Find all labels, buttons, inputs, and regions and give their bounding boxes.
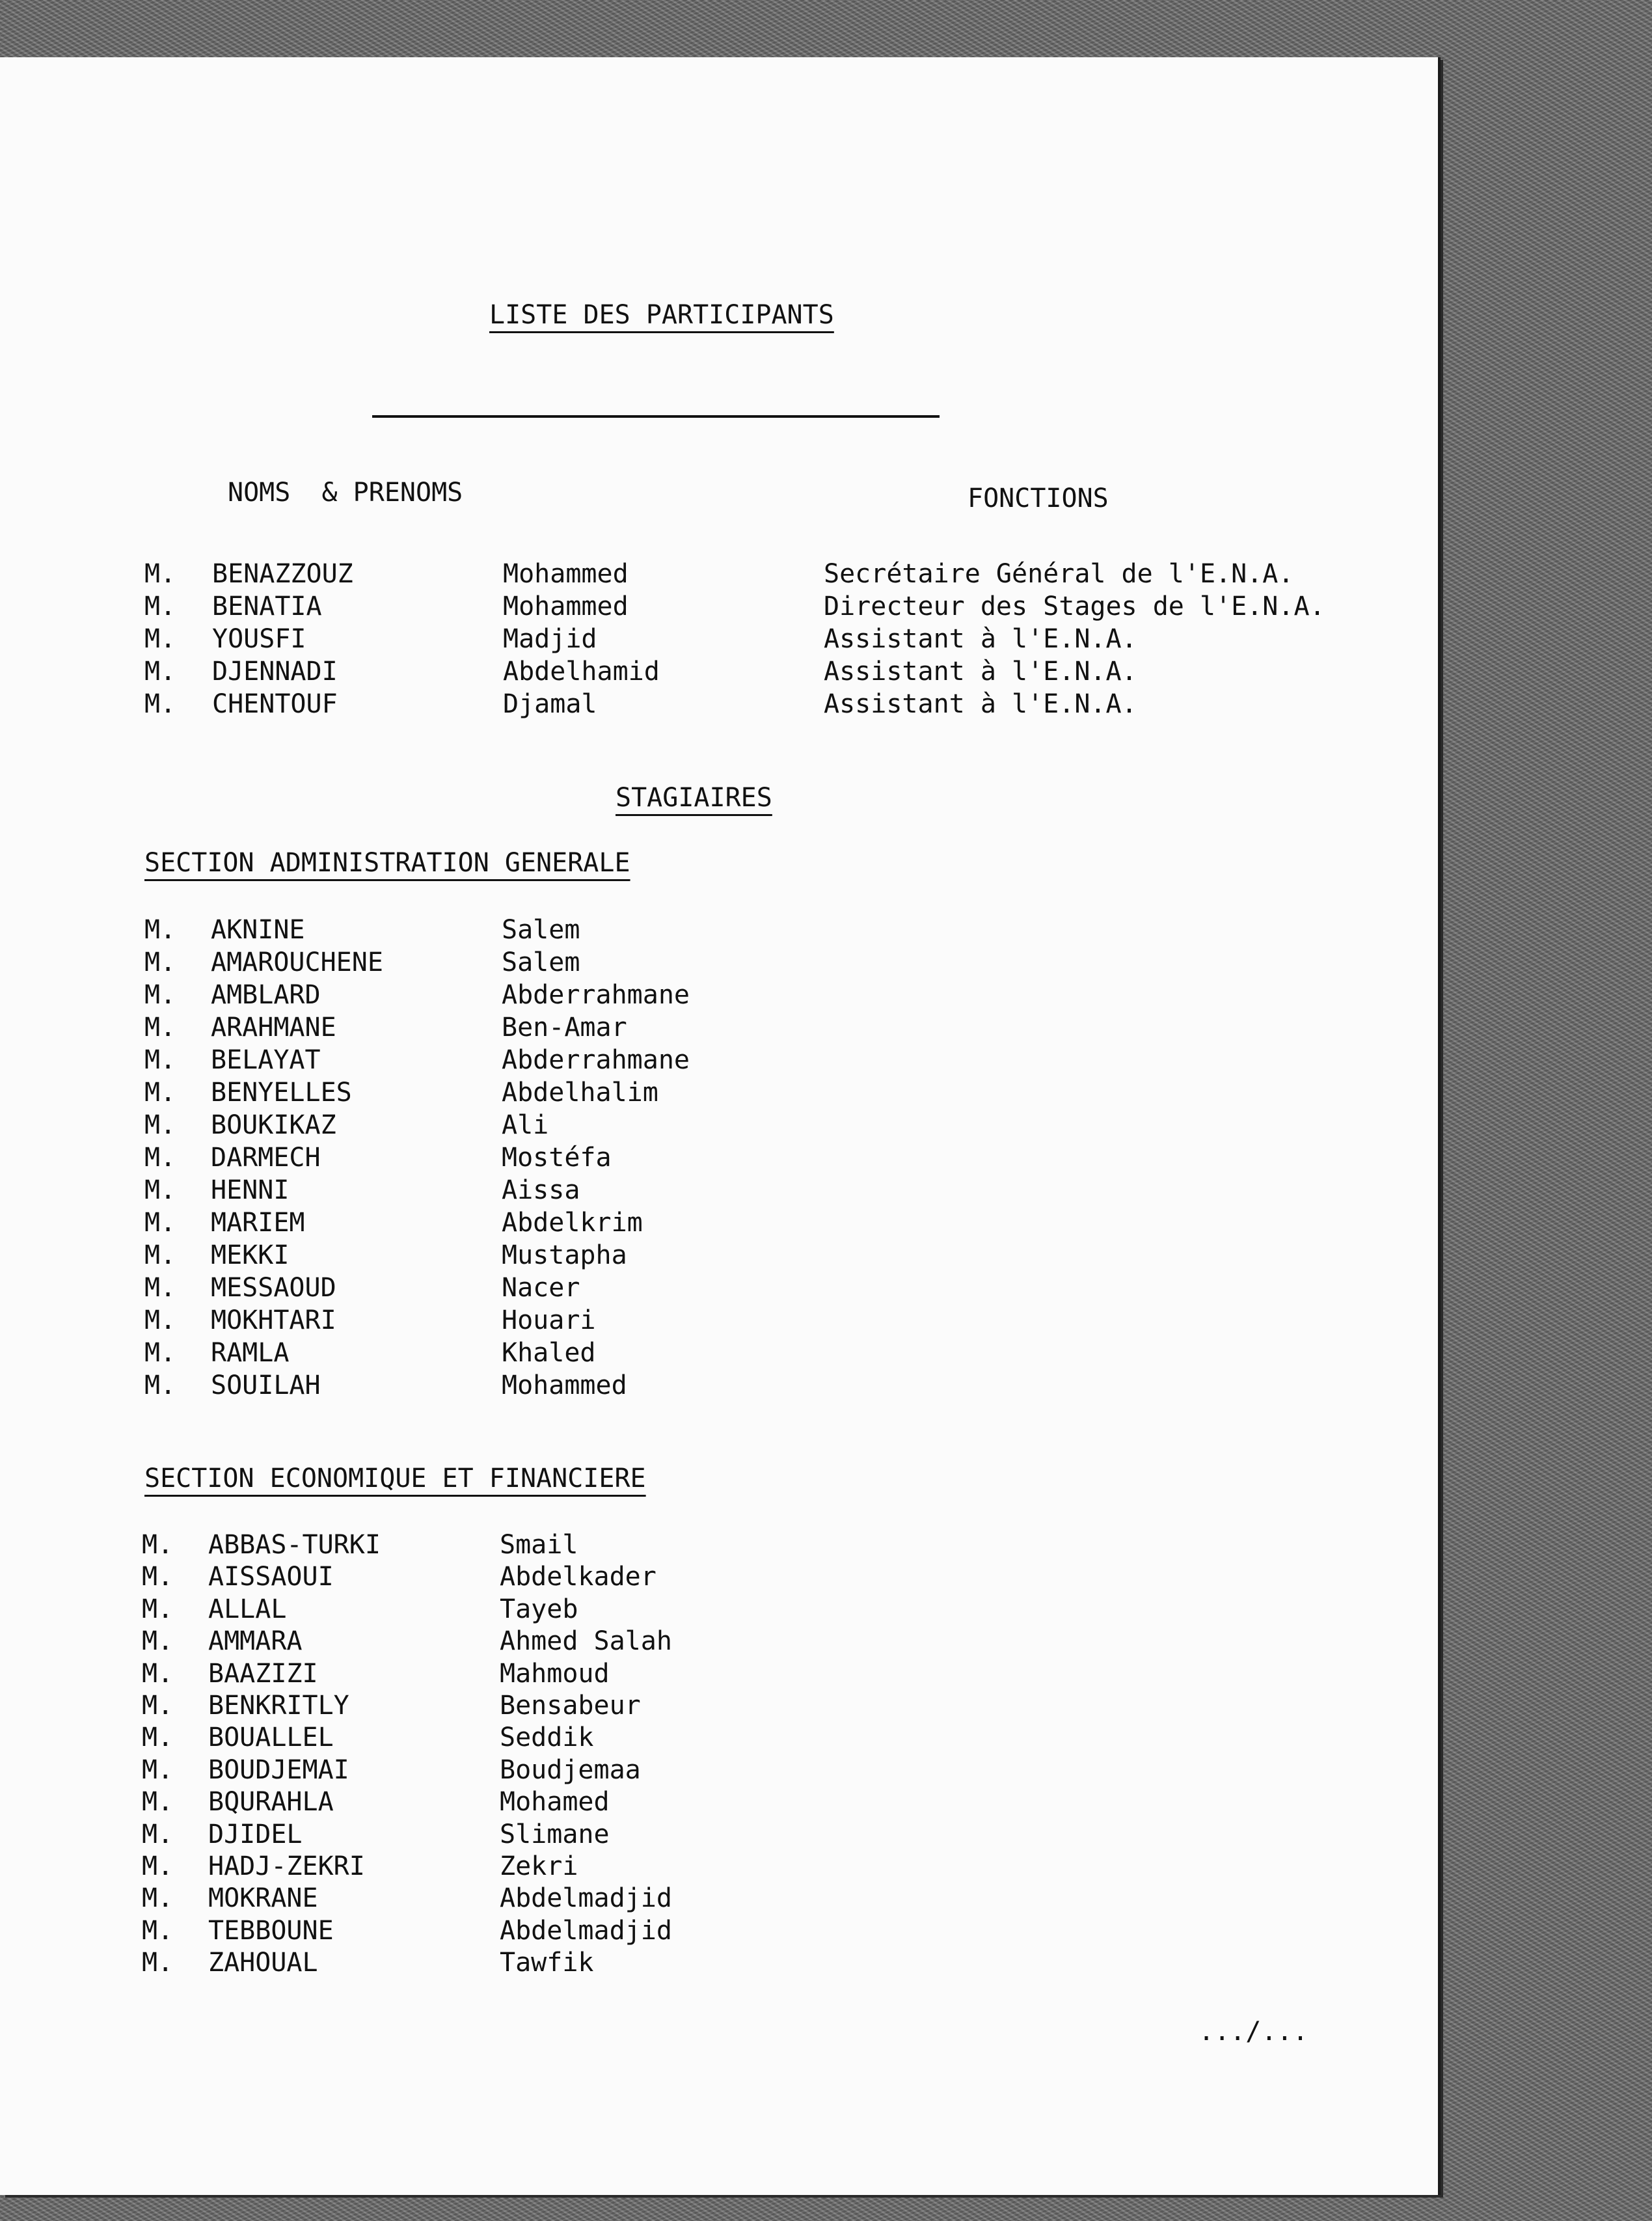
first-name: Smail xyxy=(500,1530,578,1560)
first-name: Tayeb xyxy=(500,1594,578,1624)
last-name: BELAYAT xyxy=(211,1045,321,1075)
list-item xyxy=(0,1690,1438,1722)
civility: M. xyxy=(144,657,176,687)
civility: M. xyxy=(144,1273,176,1303)
last-name: ARAHMANE xyxy=(211,1013,336,1042)
section-admin-title: SECTION ADMINISTRATION GENERALE xyxy=(144,848,630,878)
list-item xyxy=(0,1529,1438,1561)
first-name: Bensabeur xyxy=(500,1691,641,1721)
list-item xyxy=(0,1272,1438,1304)
first-name: Mahmoud xyxy=(500,1658,610,1689)
list-item xyxy=(0,656,1438,688)
first-name: Mostéfa xyxy=(502,1143,612,1173)
list-item xyxy=(0,1626,1438,1657)
list-item xyxy=(0,1947,1438,1979)
first-name: Abderrahmane xyxy=(502,980,690,1010)
civility: M. xyxy=(144,1110,176,1140)
civility: M. xyxy=(142,1530,174,1560)
civility: M. xyxy=(144,624,176,654)
list-item xyxy=(0,1044,1438,1076)
last-name: AMMARA xyxy=(208,1626,303,1657)
first-name: Ahmed Salah xyxy=(500,1626,672,1657)
function-title: Assistant à l'E.N.A. xyxy=(824,657,1137,687)
civility: M. xyxy=(144,1338,176,1368)
last-name: CHENTOUF xyxy=(212,689,338,719)
last-name: BENYELLES xyxy=(211,1078,352,1108)
last-name: BENKRITLY xyxy=(208,1691,349,1721)
first-name: Ali xyxy=(502,1110,549,1140)
civility: M. xyxy=(144,1045,176,1075)
last-name: HENNI xyxy=(211,1175,290,1205)
list-item xyxy=(0,947,1438,979)
civility: M. xyxy=(142,1915,174,1946)
list-item xyxy=(0,1561,1438,1593)
first-name: Salem xyxy=(502,947,580,977)
function-title: Secrétaire Général de l'E.N.A. xyxy=(824,559,1294,589)
list-item xyxy=(0,1883,1438,1914)
names-column-header: NOMS & PRENOMS xyxy=(228,478,463,508)
civility: M. xyxy=(144,947,176,977)
first-name: Zekri xyxy=(500,1851,578,1881)
list-item xyxy=(0,979,1438,1011)
last-name: BQURAHLA xyxy=(208,1787,334,1818)
function-title: Directeur des Stages de l'E.N.A. xyxy=(824,592,1325,621)
list-item xyxy=(0,1110,1438,1141)
list-item xyxy=(0,1337,1438,1369)
last-name: AKNINE xyxy=(211,915,305,945)
section-eco-title: SECTION ECONOMIQUE ET FINANCIERE xyxy=(144,1464,646,1493)
civility: M. xyxy=(144,1240,176,1270)
function-title: Assistant à l'E.N.A. xyxy=(824,624,1137,654)
list-item xyxy=(0,1722,1438,1754)
list-item xyxy=(0,1851,1438,1883)
last-name: MESSAOUD xyxy=(211,1273,336,1303)
civility: M. xyxy=(144,1013,176,1042)
civility: M. xyxy=(144,559,176,589)
list-item xyxy=(0,1786,1438,1818)
last-name: BAAZIZI xyxy=(208,1658,318,1689)
last-name: RAMLA xyxy=(211,1338,290,1368)
first-name: Abdelhamid xyxy=(503,657,660,687)
continuation-mark: .../... xyxy=(1198,2017,1308,2047)
civility: M. xyxy=(142,1658,174,1689)
civility: M. xyxy=(144,592,176,621)
civility: M. xyxy=(142,1883,174,1914)
last-name: AMBLARD xyxy=(211,980,321,1010)
first-name: Mohammed xyxy=(503,559,629,589)
last-name: BOUALLEL xyxy=(208,1723,334,1753)
last-name: ABBAS-TURKI xyxy=(208,1530,381,1560)
list-item xyxy=(0,1012,1438,1044)
civility: M. xyxy=(144,980,176,1010)
last-name: TEBBOUNE xyxy=(208,1915,334,1946)
list-item xyxy=(0,558,1438,590)
last-name: AMAROUCHENE xyxy=(211,947,383,977)
function-title: Assistant à l'E.N.A. xyxy=(824,689,1137,719)
civility: M. xyxy=(144,1175,176,1205)
first-name: Seddik xyxy=(500,1723,594,1753)
last-name: BENAZZOUZ xyxy=(212,559,353,589)
last-name: AISSAOUI xyxy=(208,1562,334,1592)
first-name: Khaled xyxy=(502,1338,596,1368)
list-item xyxy=(0,1305,1438,1337)
first-name: Abderrahmane xyxy=(502,1045,690,1075)
last-name: YOUSFI xyxy=(212,624,306,654)
last-name: BENATIA xyxy=(212,592,322,621)
list-item xyxy=(0,688,1438,720)
last-name: DJIDEL xyxy=(208,1819,303,1849)
list-item xyxy=(0,1370,1438,1402)
civility: M. xyxy=(142,1948,174,1978)
list-item xyxy=(0,1915,1438,1947)
civility: M. xyxy=(142,1691,174,1721)
last-name: BOUDJEMAI xyxy=(208,1754,349,1785)
list-item xyxy=(0,1594,1438,1626)
civility: M. xyxy=(142,1819,174,1849)
civility: M. xyxy=(144,1143,176,1173)
list-item xyxy=(0,1207,1438,1239)
last-name: MEKKI xyxy=(211,1240,290,1270)
list-item xyxy=(0,623,1438,655)
civility: M. xyxy=(142,1851,174,1881)
list-item xyxy=(0,1754,1438,1786)
last-name: HADJ-ZEKRI xyxy=(208,1851,365,1881)
first-name: Abdelkader xyxy=(500,1562,657,1592)
first-name: Salem xyxy=(502,915,580,945)
civility: M. xyxy=(142,1594,174,1624)
civility: M. xyxy=(142,1754,174,1785)
civility: M. xyxy=(142,1562,174,1592)
first-name: Djamal xyxy=(503,689,597,719)
list-item xyxy=(0,1240,1438,1272)
last-name: DARMECH xyxy=(211,1143,321,1173)
page-title: LISTE DES PARTICIPANTS xyxy=(489,300,834,330)
last-name: ZAHOUAL xyxy=(208,1948,318,1978)
first-name: Tawfik xyxy=(500,1948,594,1978)
first-name: Abdelkrim xyxy=(502,1208,643,1238)
list-item xyxy=(0,1142,1438,1174)
list-item xyxy=(0,1819,1438,1851)
first-name: Boudjemaa xyxy=(500,1754,641,1785)
first-name: Madjid xyxy=(503,624,597,654)
list-item xyxy=(0,914,1438,946)
civility: M. xyxy=(144,1370,176,1400)
last-name: ALLAL xyxy=(208,1594,287,1624)
trainees-heading: STAGIAIRES xyxy=(616,783,772,813)
list-item xyxy=(0,1658,1438,1690)
first-name: Mohammed xyxy=(503,592,629,621)
last-name: BOUKIKAZ xyxy=(211,1110,336,1140)
document-page xyxy=(0,57,1438,2195)
list-item xyxy=(0,1175,1438,1206)
first-name: Mohamed xyxy=(500,1787,610,1818)
civility: M. xyxy=(144,1208,176,1238)
civility: M. xyxy=(144,915,176,945)
list-item xyxy=(0,1077,1438,1109)
first-name: Houari xyxy=(502,1305,596,1335)
functions-column-header: FONCTIONS xyxy=(968,484,1109,513)
civility: M. xyxy=(142,1723,174,1753)
last-name: MOKRANE xyxy=(208,1883,318,1914)
last-name: MARIEM xyxy=(211,1208,305,1238)
civility: M. xyxy=(142,1626,174,1657)
first-name: Slimane xyxy=(500,1819,610,1849)
civility: M. xyxy=(144,689,176,719)
civility: M. xyxy=(144,1078,176,1108)
first-name: Aissa xyxy=(502,1175,580,1205)
last-name: DJENNADI xyxy=(212,657,338,687)
first-name: Ben-Amar xyxy=(502,1013,627,1042)
list-item xyxy=(0,591,1438,623)
last-name: MOKHTARI xyxy=(211,1305,336,1335)
civility: M. xyxy=(142,1787,174,1818)
first-name: Abdelhalim xyxy=(502,1078,658,1108)
first-name: Abdelmadjid xyxy=(500,1883,672,1914)
first-name: Mustapha xyxy=(502,1240,627,1270)
first-name: Abdelmadjid xyxy=(500,1915,672,1946)
last-name: SOUILAH xyxy=(211,1370,321,1400)
civility: M. xyxy=(144,1305,176,1335)
first-name: Mohammed xyxy=(502,1370,627,1400)
first-name: Nacer xyxy=(502,1273,580,1303)
title-rule xyxy=(372,415,940,418)
